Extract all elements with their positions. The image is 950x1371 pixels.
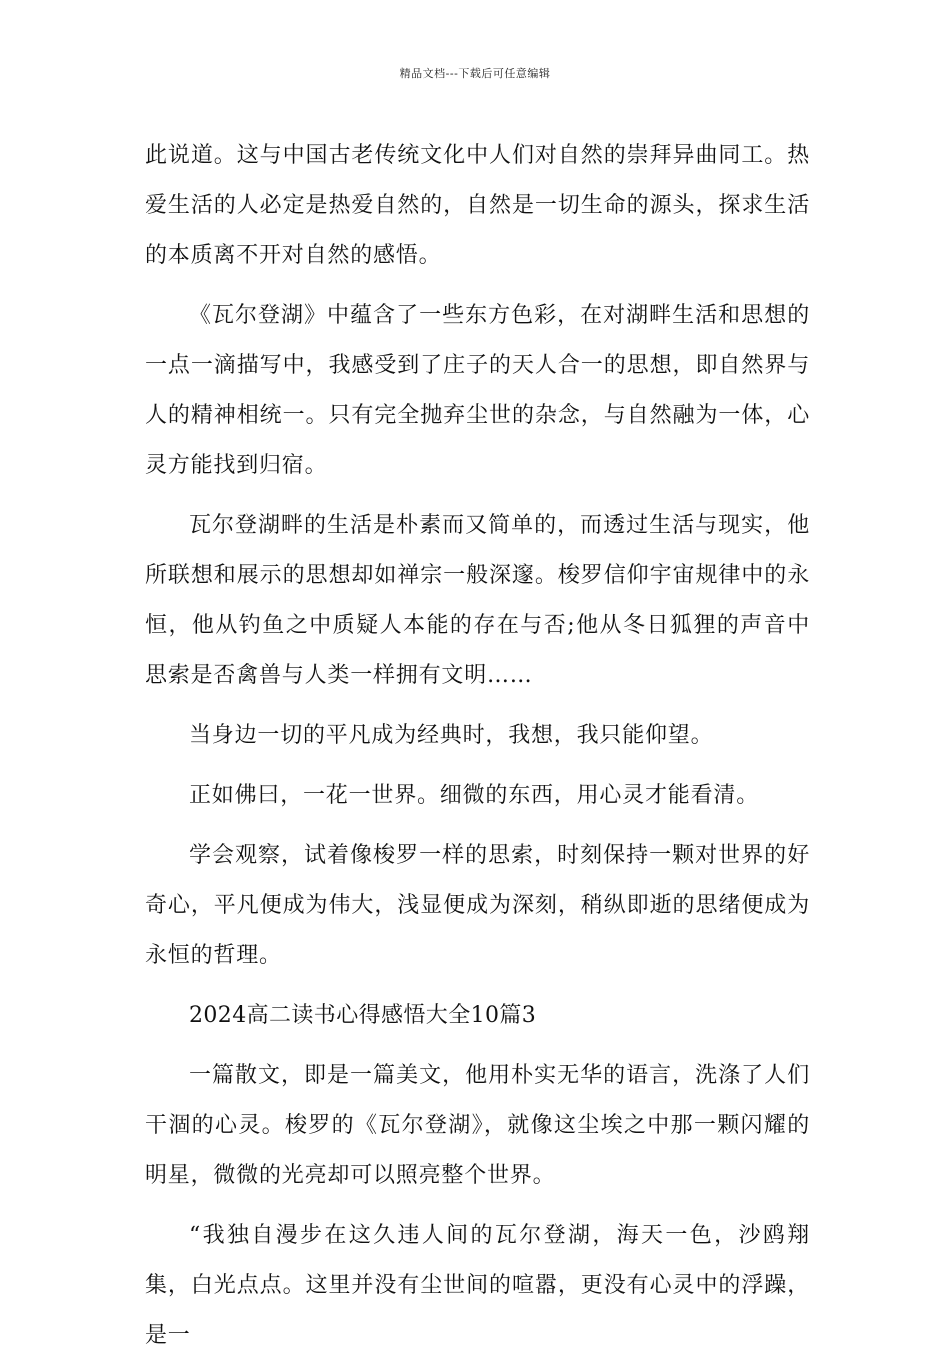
paragraph: 正如佛曰，一花一世界。细微的东西，用心灵才能看清。 xyxy=(189,783,760,808)
document-body xyxy=(145,131,810,1371)
paragraph: 一篇散文，即是一篇美文，他用朴实无华的语言，洗涤了人们干涸的心灵。梭罗的《瓦尔登湖》，就像这尘埃之中那一颗闪耀的明星，微微的光亮却可以照亮整个世界。 xyxy=(145,1063,810,1188)
paragraph: 当身边一切的平凡成为经典时，我想，我只能仰望。 xyxy=(189,723,714,748)
paragraph: “我独自漫步在这久违人间的瓦尔登湖，海天一色，沙鸥翔集，白光点点。这里并没有尘世间的喧嚣，更没有心灵中的浮躁，是一 xyxy=(145,1223,810,1348)
section-heading: 2024高二读书心得感悟大全10篇3 xyxy=(189,1003,537,1028)
page-header: 精品文档---下载后可任意编辑 xyxy=(399,67,551,80)
paragraph: 瓦尔登湖畔的生活是朴素而又简单的，而透过生活与现实，他所联想和展示的思想却如禅宗一般深邃。梭罗信仰宇宙规律中的永恒，他从钓鱼之中质疑人本能的存在与否;他从冬日狐狸的声音中思索是否禽兽与人类一样拥有文明…… xyxy=(145,513,810,688)
paragraph: 《瓦尔登湖》中蕴含了一些东方色彩，在对湖畔生活和思想的一点一滴描写中，我感受到了庄子的天人合一的思想，即自然界与人的精神相统一。只有完全抛弃尘世的杂念，与自然融为一体，心灵方能找到归宿。 xyxy=(145,303,810,478)
paragraph-continuation: 此说道。这与中国古老传统文化中人们对自然的崇拜异曲同工。热爱生活的人必定是热爱自然的，自然是一切生命的源头，探求生活的本质离不开对自然的感悟。 xyxy=(145,143,810,268)
paragraph: 学会观察，试着像梭罗一样的思索，时刻保持一颗对世界的好奇心，平凡便成为伟大，浅显便成为深刻，稍纵即逝的思绪便成为永恒的哲理。 xyxy=(145,843,810,968)
